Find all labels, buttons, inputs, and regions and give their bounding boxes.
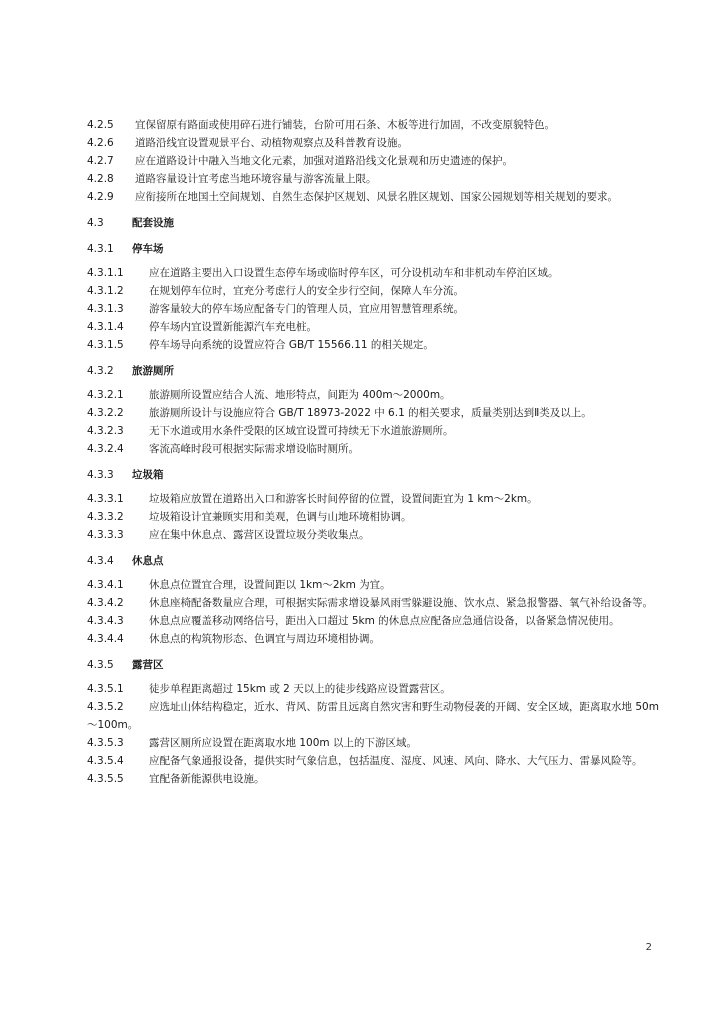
subsection-number: 4.3.1 [87,243,114,255]
subsection-title: 停车场 [132,243,164,255]
clause-number: 4.3.3.2 [87,511,124,523]
clause-item [87,490,667,508]
clause-item [87,282,667,300]
clause-item [87,752,667,770]
subsection-number: 4.3.4 [87,555,114,567]
clause-item [87,386,667,404]
clause-text: 宜保留原有路面或使用碎石进行铺装，台阶可用石条、木板等进行加固，不改变原貌特色。 [135,119,555,131]
clause-number: 4.3.4.1 [87,579,124,591]
clause-number: 4.3.2.2 [87,407,124,419]
clause-item [87,612,667,630]
clause-number: 4.3.1.4 [87,321,124,333]
subsection-heading-4-3-5 [87,656,667,674]
clause-text: 停车场导向系统的设置应符合 GB/T 15566.11 的相关规定。 [149,339,434,351]
clause-text: 道路容量设计宜考虑当地环境容量与游客流量上限。 [135,173,377,185]
clause-item [87,336,667,354]
clause-text: 休息座椅配备数量应合理，可根据实际需求增设暴风雨雪躲避设施、饮水点、紧急报警器、氧气补给设备等。 [149,597,653,609]
clause-4-2-9 [87,188,667,206]
clause-number: 4.3.5.1 [87,683,124,695]
clause-text: 道路沿线宜设置观景平台、动植物观察点及科普教育设施。 [135,137,408,149]
subsection-heading-4-3-4 [87,552,667,570]
clause-number: 4.2.5 [87,119,114,131]
clause-4-2-7 [87,152,667,170]
subsection-title: 垃圾箱 [132,469,164,481]
clause-item [87,404,667,422]
clause-number: 4.3.4.4 [87,633,124,645]
clause-text: 应在道路设计中融入当地文化元素，加强对道路沿线文化景观和历史遗迹的保护。 [135,155,513,167]
clause-number: 4.3.4.3 [87,615,124,627]
subsection-number: 4.3.5 [87,659,114,671]
clause-number: 4.2.9 [87,191,114,203]
clause-number: 4.3.2.3 [87,425,124,437]
clause-text: 应配备气象通报设备，提供实时气象信息，包括温度、湿度、风速、风向、降水、大气压力、雷暴风险等。 [149,755,643,767]
subsection-heading-4-3-3 [87,466,667,484]
clause-number: 4.3.1.1 [87,267,124,279]
clause-text: 垃圾箱设计宜兼顾实用和美观，色调与山地环境相协调。 [149,511,412,523]
clause-text: 无下水道或用水条件受限的区域宜设置可持续无下水道旅游厕所。 [149,425,454,437]
clause-text: 休息点应覆盖移动网络信号，距出入口超过 5km 的休息点应配备应急通信设备，以备紧急情况使用。 [149,615,620,627]
clause-item [87,440,667,458]
clause-number: 4.2.6 [87,137,114,149]
clause-number: 4.3.2.1 [87,389,124,401]
clause-text: 休息点的构筑物形态、色调宜与周边环境相协调。 [149,633,380,645]
subsection-number: 4.3.2 [87,365,114,377]
clause-text: 应衔接所在地国土空间规划、自然生态保护区规划、风景名胜区规划、国家公园规划等相关规划的要求。 [135,191,618,203]
document-body [87,116,667,788]
clause-number: 4.3.2.4 [87,443,124,455]
clause-item [87,318,667,336]
clause-text: 应在道路主要出入口设置生态停车场或临时停车区，可分设机动车和非机动车停泊区域。 [149,267,559,279]
section-number: 4.3 [87,217,104,229]
clause-number: 4.3.3.1 [87,493,124,505]
clause-text: 应在集中休息点、露营区设置垃圾分类收集点。 [149,529,370,541]
clause-item [87,680,667,698]
subsection-number: 4.3.3 [87,469,114,481]
clause-4-2-5 [87,116,667,134]
clause-text: 徒步单程距离超过 15km 或 2 天以上的徒步线路应设置露营区。 [149,683,451,695]
clause-number: 4.3.5.3 [87,737,124,749]
clause-number: 4.3.5.4 [87,755,124,767]
clause-item [87,770,667,788]
clause-item [87,698,667,734]
subsection-heading-4-3-1 [87,240,667,258]
subsection-heading-4-3-2 [87,362,667,380]
clause-number: 4.2.7 [87,155,114,167]
clause-4-2-8 [87,170,667,188]
subsection-title: 露营区 [132,659,164,671]
clause-text: 游客量较大的停车场应配备专门的管理人员，宜应用智慧管理系统。 [149,303,464,315]
clause-4-2-6 [87,134,667,152]
section-title: 配套设施 [132,217,174,229]
section-heading-4-3 [87,214,667,232]
clause-text: 旅游厕所设计与设施应符合 GB/T 18973-2022 中 6.1 的相关要求，质量类别达到Ⅱ类及以上。 [149,407,592,419]
clause-text: 宜配备新能源供电设施。 [149,773,265,785]
clause-item [87,630,667,648]
clause-text: 客流高峰时段可根据实际需求增设临时厕所。 [149,443,359,455]
clause-number: 4.2.8 [87,173,114,185]
clause-item [87,576,667,594]
clause-number: 4.3.1.3 [87,303,124,315]
clause-text: 露营区厕所应设置在距离取水地 100m 以上的下游区域。 [149,737,417,749]
clause-item [87,300,667,318]
clause-number: 4.3.5.5 [87,773,124,785]
clause-item [87,264,667,282]
clause-text: 垃圾箱应放置在道路出入口和游客长时间停留的位置，设置间距宜为 1 km～2km。 [149,493,538,505]
clause-number: 4.3.1.2 [87,285,124,297]
clause-text: 休息点位置宜合理，设置间距以 1km～2km 为宜。 [149,579,391,591]
clause-item [87,734,667,752]
clause-number: 4.3.4.2 [87,597,124,609]
clause-text: 旅游厕所设置应结合人流、地形特点，间距为 400m～2000m。 [149,389,451,401]
subsection-title: 休息点 [132,555,164,567]
clause-item [87,594,667,612]
subsection-title: 旅游厕所 [132,365,174,377]
clause-text: 停车场内宜设置新能源汽车充电桩。 [149,321,317,333]
clause-text: 在规划停车位时，宜充分考虑行人的安全步行空间，保障人车分流。 [149,285,464,297]
clause-number: 4.3.1.5 [87,339,124,351]
clause-text: 应选址山体结构稳定，近水、背风、防雷且远离自然灾害和野生动物侵袭的开阔、安全区域，距离取水地 50m～100m。 [87,701,659,731]
clause-item [87,508,667,526]
page-number: 2 [645,942,652,953]
clause-number: 4.3.5.2 [87,701,124,713]
clause-number: 4.3.3.3 [87,529,124,541]
clause-item [87,422,667,440]
clause-item [87,526,667,544]
